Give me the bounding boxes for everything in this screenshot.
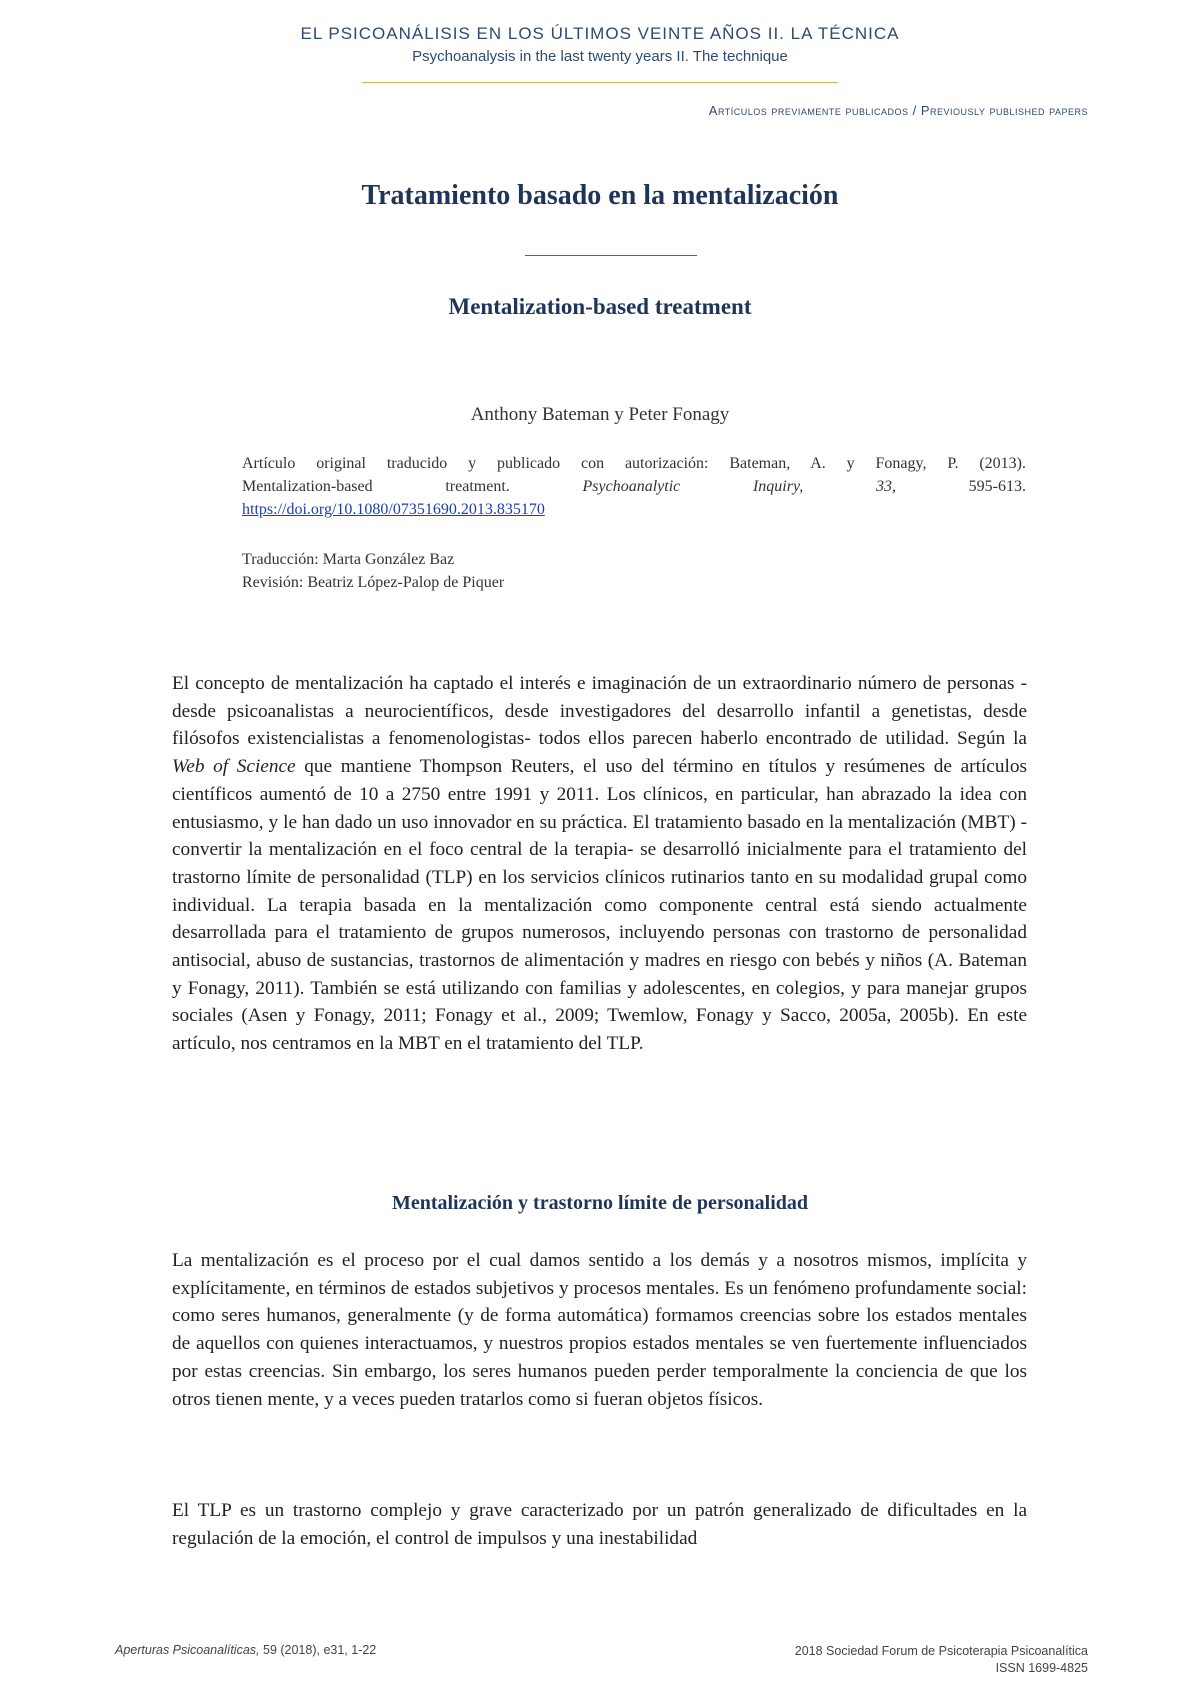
p1-text-b: que mantiene Thompson Reuters, el uso del término en títulos y resúmenes de artículos científicos aumentó de 10 a 2750 entre 1991 y 2011. Los clínicos, en particular, han abrazado la idea con entusiasmo, y le han dado un uso innovador en su práctica. El tratamiento basado en la mentalización (MBT) -convertir la mentalización en el foco central de la terapia- se desarrolló inicialmente para el tratamiento del trastorno límite de personalidad (TLP) en los servicios clínicos rutinarios tanto en su modalidad grupal como individual. La terapia basada en la mentalización como componente central está siendo actualmente desarrollada para el tratamiento de grupos numerosos, incluyendo personas con trastorno de personalidad antisocial, abuso de sustancias, trastornos de alimentación y madres en riesgo con bebés y niños (A. Bateman y Fonagy, 2011). También se está utilizando con familias y adolescentes, en colegios, y para manejar grupos sociales (Asen y Fonagy, 2011; Fonagy et al., 2009; Twemlow, Fonagy y Sacco, 2005a, 2005b). En este artículo, nos centramos en la MBT en el tratamiento del TLP. [172, 756, 1028, 1055]
citation-block [242, 452, 1026, 521]
section-tag: Artículos previamente publicados / Previously published papers [708, 103, 1088, 118]
revision-credit: Revisión: Beatriz López-Palop de Piquer [242, 574, 505, 591]
footer-issue: 59 (2018), e31, 1-22 [259, 1643, 377, 1657]
title-divider [525, 255, 697, 256]
footer-citation [115, 1643, 376, 1657]
article-title-en: Mentalization-based treatment [448, 294, 752, 319]
body-paragraph-3: El TLP es un trastorno complejo y grave caracterizado por un patrón generalizado de dificultades en la regulación de la emoción, el control de impulsos y una inestabilidad [172, 1500, 1027, 1549]
footer-issn: ISSN 1699-4825 [995, 1661, 1088, 1675]
body-paragraph-2: La mentalización es el proceso por el cual damos sentido a los demás y a nosotros mismos, implícita y explícitamente, en términos de estados subjetivos y procesos mentales. Es un fenómeno profundamente social: como seres humanos, generalmente (y de forma automática) formamos creencias sobre los estados mentales de aquellos con quienes interactuamos, y nuestros propios estados mentales se ven fuertemente influenciados por estas creencias. Sin embargo, los seres humanos pueden perder temporalmente la conciencia de que los otros tienen mente, y a veces pueden tratarlos como si fueran objetos físicos. [172, 1250, 1027, 1410]
citation-volume: 33, [875, 478, 896, 495]
citation-line2 [242, 475, 1026, 498]
citation-pages: 595-613. [968, 478, 1026, 495]
citation-line1: Artículo original traducido y publicado con autorización: Bateman, A. y Fonagy, P. (2013). [242, 455, 1026, 472]
doi-link[interactable]: https://doi.org/10.1080/07351690.2013.835170 [242, 501, 545, 518]
citation-journal: Psychoanalytic Inquiry, [582, 478, 804, 495]
article-authors: Anthony Bateman y Peter Fonagy [470, 404, 730, 425]
section-heading: Mentalización y trastorno límite de personalidad [391, 1192, 809, 1214]
translation-credit: Traducción: Marta González Baz [242, 551, 455, 568]
header-divider [362, 82, 838, 83]
citation-article: Mentalization-based treatment. [242, 478, 510, 495]
journal-subtitle: Psychoanalysis in the last twenty years II. The technique [412, 48, 788, 65]
footer-journal: Aperturas Psicoanalíticas, [115, 1643, 260, 1657]
journal-title: EL PSICOANÁLISIS EN LOS ÚLTIMOS VEINTE AÑOS II. LA TÉCNICA [300, 24, 900, 43]
credits-block [242, 548, 1026, 594]
footer-publisher [795, 1643, 1088, 1677]
article-title-es: Tratamiento basado en la mentalización [361, 180, 839, 211]
p1-text-a: El concepto de mentalización ha captado el interés e imaginación de un extraordinario número de personas -desde psicoanalistas a neurocientíficos, desde investigadores del desarrollo infantil a genetistas, desde filósofos existencialistas a fenomenologistas- todos ellos parecen haberlo encontrado de utilidad. Según la [172, 673, 1027, 750]
p1-italic: Web of Science [172, 756, 296, 778]
footer-copyright: 2018 Sociedad Forum de Psicoterapia Psicoanalítica [794, 1644, 1088, 1658]
body-paragraph-1 [172, 670, 1027, 1058]
